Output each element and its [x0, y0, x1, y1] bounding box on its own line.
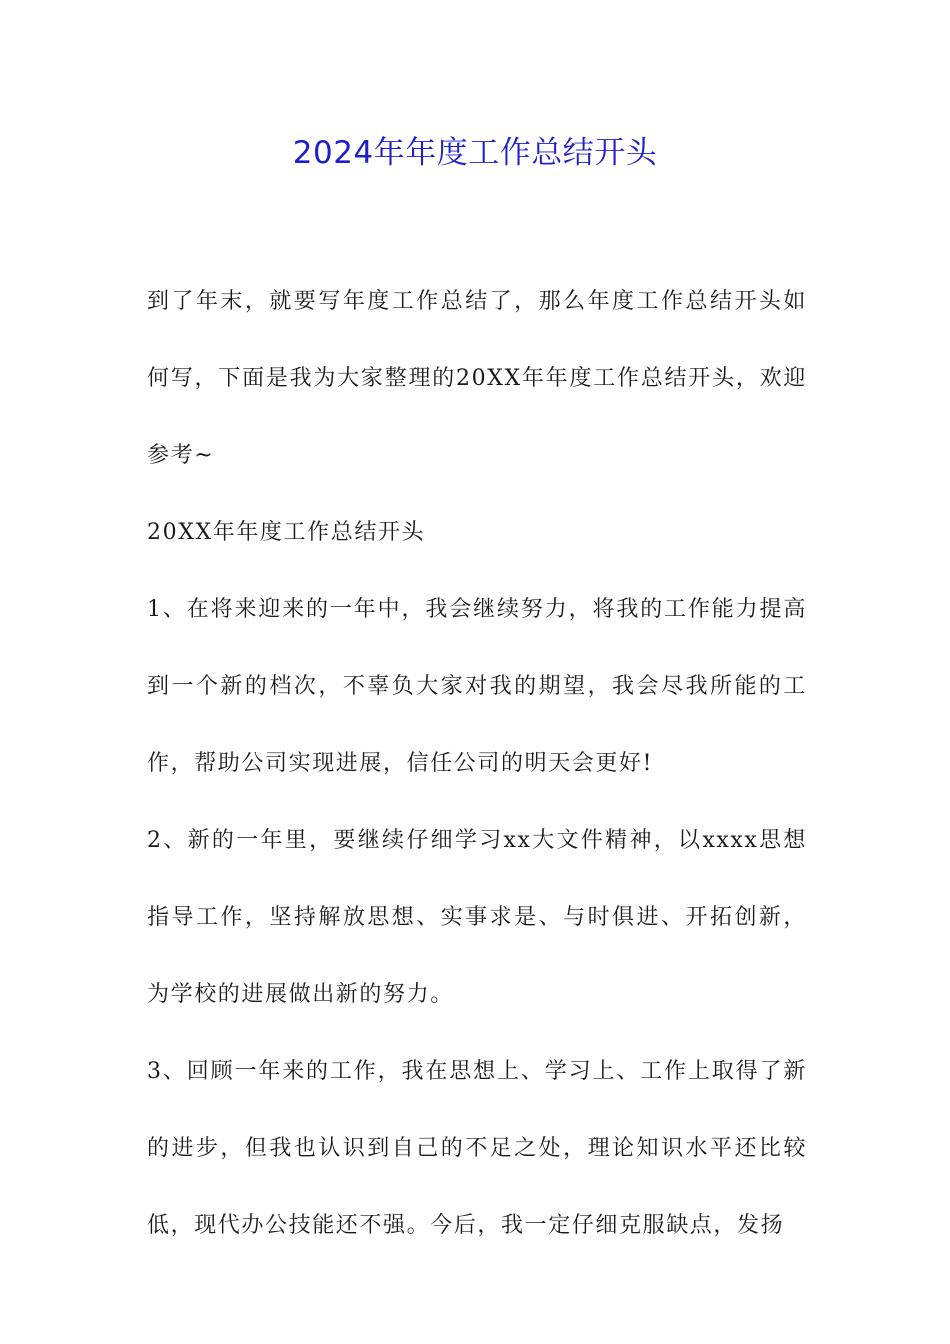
- paragraph-item-3: 3、回顾一年来的工作，我在思想上、学习上、工作上取得了新的进步，但我也认识到自己的不足之处，理论知识水平还比较低，现代办公技能还不强。今后，我一定仔细克服缺点，发扬: [147, 1059, 807, 1238]
- paragraph-intro: 到了年末，就要写年度工作总结了，那么年度工作总结开头如何写，下面是我为大家整理的20XX年年度工作总结开头，欢迎参考~: [147, 289, 807, 468]
- document-body: [147, 263, 807, 1264]
- paragraph-item-2: 2、新的一年里，要继续仔细学习xx大文件精神，以xxxx思想指导工作，坚持解放思想、实事求是、与时俱进、开拓创新，为学校的进展做出新的努力。: [147, 828, 807, 1007]
- document-title: 2024年年度工作总结开头: [292, 135, 658, 171]
- paragraph-item-1: 1、在将来迎来的一年中，我会继续努力，将我的工作能力提高到一个新的档次，不辜负大家对我的期望，我会尽我所能的工作，帮助公司实现进展，信任公司的明天会更好!: [147, 597, 807, 776]
- section-heading: 20XX年年度工作总结开头: [147, 520, 426, 545]
